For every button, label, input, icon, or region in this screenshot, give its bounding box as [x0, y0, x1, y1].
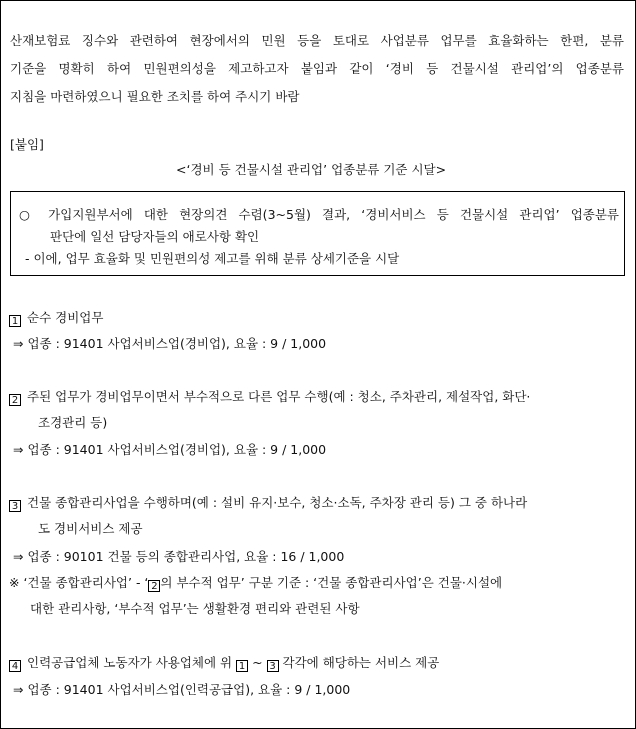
- item-3-note-suffix: 의 부수적 업무’ 구분 기준 : ‘건물 종합관리사업’은 건물·시설에: [160, 575, 503, 590]
- intro-line-2: 기준을 명확히 하여 민원편의성을 제고하고자 붙임과 같이 ‘경비 등 건물시설 관리업’의 업종분류: [10, 61, 624, 76]
- item-3-note-prefix: ※ ‘건물 종합관리사업’ - ‘: [9, 575, 149, 590]
- item-3-number: 3: [9, 500, 21, 512]
- item-3-heading-line-2: 도 경비서비스 제공: [38, 521, 143, 536]
- item-4-number: 4: [9, 660, 21, 672]
- notice-line-3: - 이에, 업무 효율화 및 민원편의성 제고를 위해 분류 상세기준을 시달: [25, 251, 400, 266]
- item-2-number: 2: [9, 394, 21, 406]
- item-4-heading-mid: ~: [248, 655, 267, 670]
- attachment-label: [붙임]: [10, 137, 44, 152]
- item-2-heading-text: 주된 업무가 경비업무이면서 부수적으로 다른 업무 수행(예 : 청소, 주차관리, 제설작업, 화단·: [27, 389, 531, 404]
- item-4-heading: [9, 657, 439, 672]
- item-3-note-line-2: 대한 관리사항, ‘부수적 업무’는 생활환경 편리와 관련된 사항: [30, 601, 360, 616]
- item-2-heading: [9, 391, 624, 406]
- notice-line-2: 판단에 일선 담당자들의 애로사항 확인: [50, 229, 260, 244]
- item-2-heading-line-2: 조경관리 등): [38, 415, 108, 430]
- notice-box: [10, 191, 625, 276]
- intro-line-3: 지침을 마련하였으니 필요한 조치를 하여 주시기 바람: [10, 89, 300, 104]
- item-3-result: ⇒ 업종 : 90101 건물 등의 종합관리사업, 요율 : 16 / 1,000: [13, 549, 345, 564]
- item-1-result: ⇒ 업종 : 91401 사업서비스업(경비업), 요율 : 9 / 1,000: [13, 336, 327, 351]
- item-4-ref-from: 1: [236, 660, 248, 672]
- item-2-result: ⇒ 업종 : 91401 사업서비스업(경비업), 요율 : 9 / 1,000: [13, 442, 327, 457]
- item-4-heading-suffix: 각각에 해당하는 서비스 제공: [278, 655, 440, 670]
- item-1-heading-text: 순수 경비업무: [27, 310, 104, 325]
- item-1-number: 1: [9, 315, 21, 327]
- item-3-heading: [9, 497, 624, 512]
- item-1-heading: [9, 312, 103, 327]
- item-4-result: ⇒ 업종 : 91401 사업서비스업(인력공급업), 요율 : 9 / 1,000: [13, 682, 351, 697]
- item-4-heading-prefix: 인력공급업체 노동자가 사용업체에 위: [27, 655, 237, 670]
- intro-line-1: 산재보험료 징수와 관련하여 현장에서의 민원 등을 토대로 사업분류 업무를 효율화하는 한편, 분류: [10, 33, 624, 48]
- attachment-title: <‘경비 등 건물시설 관리업’ 업종분류 기준 시달>: [176, 162, 447, 177]
- item-4-ref-to: 3: [267, 660, 279, 672]
- item-3-note-ref: 2: [148, 580, 160, 592]
- item-3-heading-text: 건물 종합관리사업을 수행하며(예 : 설비 유지·보수, 청소·소독, 주차장 관리 등) 그 중 하나라: [27, 495, 528, 510]
- notice-line-1: ○ 가입지원부서에 대한 현장의견 수렴(3~5월) 결과, ‘경비서비스 등 건물시설 관리업’ 업종분류: [19, 207, 619, 222]
- item-3-note: [9, 577, 502, 592]
